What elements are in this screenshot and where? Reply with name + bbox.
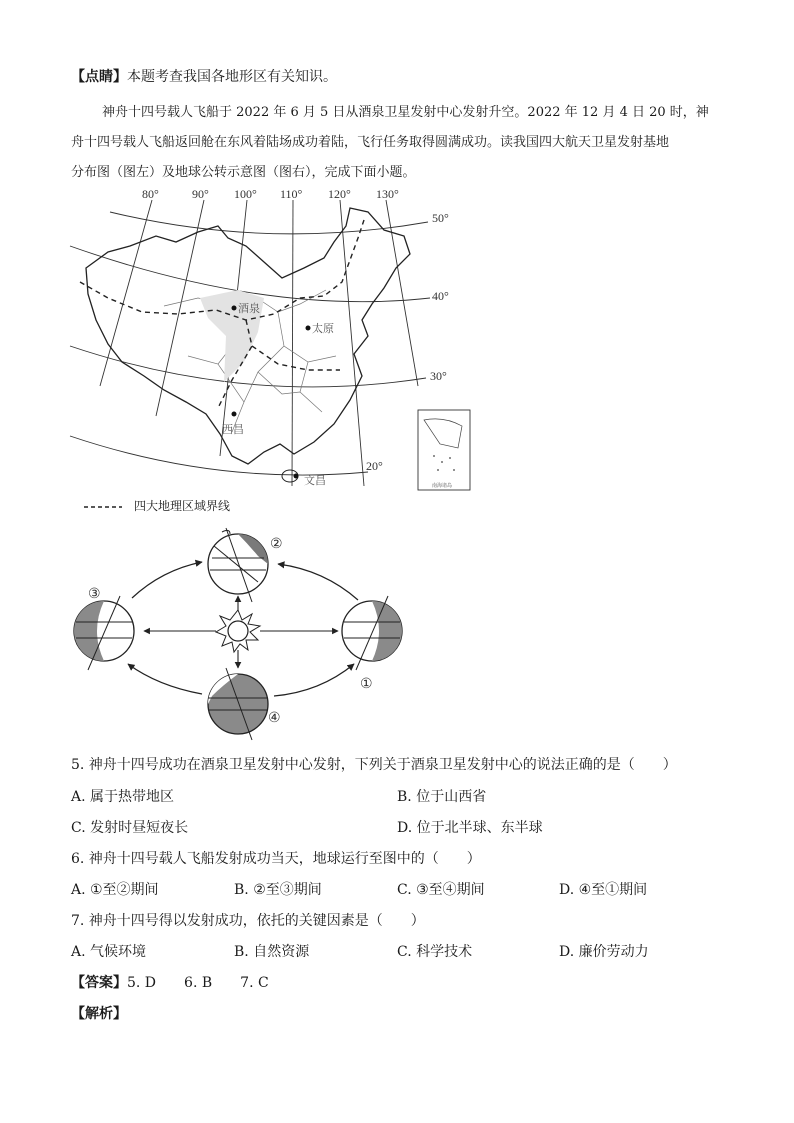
earth-position-3 xyxy=(74,596,134,670)
lon-label-120: 120° xyxy=(328,187,351,201)
q5-option-d: D. 位于北半球、东半球 xyxy=(397,820,543,836)
answer-line xyxy=(71,972,269,992)
lat-label-50: 50° xyxy=(432,211,449,225)
orbit-arc-4-to-3 xyxy=(128,664,202,694)
question-6-stem: 6. 神舟十四号载人飞船发射成功当天，地球运行至图中的（ ） xyxy=(71,851,481,867)
question-7-stem: 7. 神舟十四号得以发射成功，依托的关键因素是（ ） xyxy=(71,913,425,929)
question-5-stem: 5. 神舟十四号成功在酒泉卫星发射中心发射，下列关于酒泉卫星发射中心的说法正确的是（ ） xyxy=(71,757,677,773)
lon-line-130 xyxy=(386,200,418,386)
earth-position-2 xyxy=(208,528,268,602)
analysis-tag: 【解析】 xyxy=(71,1006,127,1022)
q5-option-a: A. 属于热带地区 xyxy=(71,789,175,805)
lat-line-40 xyxy=(70,246,430,302)
passage-line-1: 神舟十四号载人飞船于 2022 年 6 月 5 日从酒泉卫星发射中心发射升空。2022 年 12 月 4 日 20 时，神 xyxy=(102,105,709,120)
q6-option-b: B. ②至③期间 xyxy=(234,882,322,898)
china-launch-sites-map xyxy=(68,186,468,496)
position-label-3: ③ xyxy=(88,587,101,602)
orbit-arc-4-to-1 xyxy=(274,664,354,696)
lon-label-130: 130° xyxy=(376,187,399,201)
lon-label-80: 80° xyxy=(142,187,159,201)
q6-option-c: C. ③至④期间 xyxy=(397,882,485,898)
lon-line-110 xyxy=(292,200,293,486)
note-tag: 【点睛】 xyxy=(71,69,127,85)
earth-position-1 xyxy=(342,596,402,670)
earth-orbit-diagram xyxy=(62,526,422,738)
xichang-label: 西昌 xyxy=(222,423,244,436)
lat-label-20: 20° xyxy=(366,459,383,473)
q5-option-c: C. 发射时昼短夜长 xyxy=(71,820,189,836)
map-legend-label: 四大地理区域界线 xyxy=(134,499,231,513)
orbit-arc-3-to-2 xyxy=(132,562,202,598)
q7-option-a: A. 气候环境 xyxy=(71,944,147,960)
lat-label-30: 30° xyxy=(430,369,447,383)
lon-label-90: 90° xyxy=(192,187,209,201)
q7-option-b: B. 自然资源 xyxy=(234,944,310,960)
note-text: 本题考查我国各地形区有关知识。 xyxy=(127,69,337,85)
jiuquan-label: 酒泉 xyxy=(238,302,260,315)
taiyuan-marker xyxy=(306,326,311,331)
wenchang-marker xyxy=(294,474,299,479)
answer-6: 6. B xyxy=(184,975,213,991)
position-label-2: ② xyxy=(270,537,283,552)
passage-line-3: 分布图（图左）及地球公转示意图（图右），完成下面小题。 xyxy=(71,165,416,180)
wenchang-label: 文昌 xyxy=(304,474,326,487)
answer-7: 7. C xyxy=(240,975,269,991)
answer-5: 5. D xyxy=(127,975,157,991)
answer-tag: 【答案】 xyxy=(71,975,127,991)
inset-caption: 南海诸岛 xyxy=(432,483,453,489)
note-line xyxy=(71,66,337,86)
lat-line-50 xyxy=(110,212,428,234)
orbit-arc-1-to-2-top xyxy=(278,564,358,600)
earth-position-4 xyxy=(208,668,268,740)
lat-label-40: 40° xyxy=(432,289,449,303)
lon-line-80 xyxy=(100,200,152,386)
q7-option-c: C. 科学技术 xyxy=(397,944,473,960)
lon-line-120 xyxy=(340,200,364,486)
q6-option-d: D. ④至①期间 xyxy=(559,882,648,898)
q7-option-d: D. 廉价劳动力 xyxy=(559,944,649,960)
jiuquan-marker xyxy=(232,306,237,311)
taiyuan-label: 太原 xyxy=(312,322,334,335)
lon-label-100: 100° xyxy=(234,187,257,201)
legend-dash-sample xyxy=(84,502,124,512)
q6-option-a: A. ①至②期间 xyxy=(71,882,159,898)
xichang-marker xyxy=(232,412,237,417)
sun-icon xyxy=(216,610,260,652)
position-label-4: ④ xyxy=(268,711,281,726)
inset-frame xyxy=(418,410,470,490)
q5-option-b: B. 位于山西省 xyxy=(397,789,487,805)
passage-line-2: 舟十四号载人飞船返回舱在东风着陆场成功着陆，飞行任务取得圆满成功。读我国四大航天卫星发射基地 xyxy=(71,135,670,150)
position-label-1: ① xyxy=(360,677,373,692)
lon-label-110: 110° xyxy=(280,187,303,201)
lat-line-20 xyxy=(70,436,368,475)
